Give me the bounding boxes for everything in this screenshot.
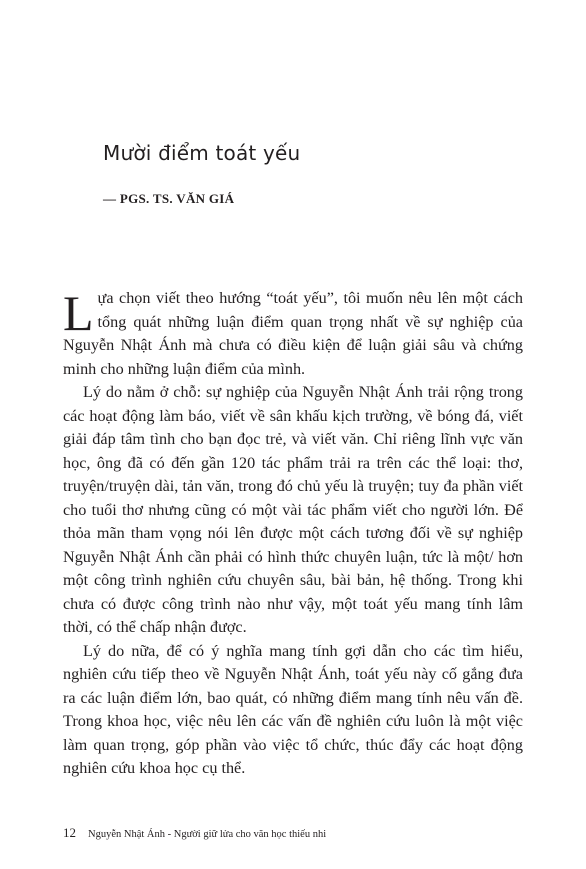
- page-footer: [63, 825, 326, 841]
- article-author: — PGS. TS. VĂN GIÁ: [103, 191, 235, 206]
- running-title: Nguyễn Nhật Ánh - Người giữ lửa cho văn học thiếu nhi: [88, 829, 327, 840]
- drop-cap: L: [63, 285, 94, 341]
- article-title: Mười điểm toát yếu: [103, 141, 301, 165]
- paragraph-2: Lý do nằm ở chỗ: sự nghiệp của Nguyễn Nhật Ánh trải rộng trong các hoạt động làm báo, viết về sân khấu kịch trường, về bóng đá, viết giải đáp tâm tình cho bạn đọc trẻ, và viết văn. Chỉ riêng lĩnh vực văn học, ông đã có đến gần 120 tác phẩm trải ra trên các thể loại: thơ, truyện/truyện dài, tản văn, trong đó chủ yếu là truyện; tuy đa phần viết cho tuổi thơ nhưng cũng có một vài tác phẩm viết cho người lớn. Để thỏa mãn tham vọng nói lên được một cách tương đối về sự nghiệp Nguyễn Nhật Ánh cần phải có hình thức chuyên luận, tức là một/ hơn một công trình nghiên cứu chuyên sâu, bài bản, hệ thống. Trong khi chưa có được công trình nào như vậy, một toát yếu mang tính lâm thời, có thể chấp nhận được.: [63, 383, 523, 636]
- paragraph-3: Lý do nữa, để có ý nghĩa mang tính gợi dẫn cho các tìm hiểu, nghiên cứu tiếp theo về Nguyễn Nhật Ánh, toát yếu này cố gắng đưa ra các luận điểm lớn, bao quát, có những điểm mang tính nêu vấn đề. Trong khoa học, việc nêu lên các vấn đề nghiên cứu luôn là một việc làm quan trọng, góp phần vào việc tổ chức, thúc đẩy các hoạt động nghiên cứu khoa học cụ thể.: [63, 641, 523, 777]
- paragraph-1: [63, 287, 523, 381]
- page-number: 12: [63, 825, 76, 840]
- paragraph-1-text: ựa chọn viết theo hướng “toát yếu”, tôi muốn nêu lên một cách tổng quát những luận điểm quan trọng nhất về sự nghiệp của Nguyễn Nhật Ánh mà chưa có điều kiện để luận giải sâu và chứng minh cho những luận điểm của mình.: [63, 289, 523, 378]
- article-body: [63, 287, 523, 781]
